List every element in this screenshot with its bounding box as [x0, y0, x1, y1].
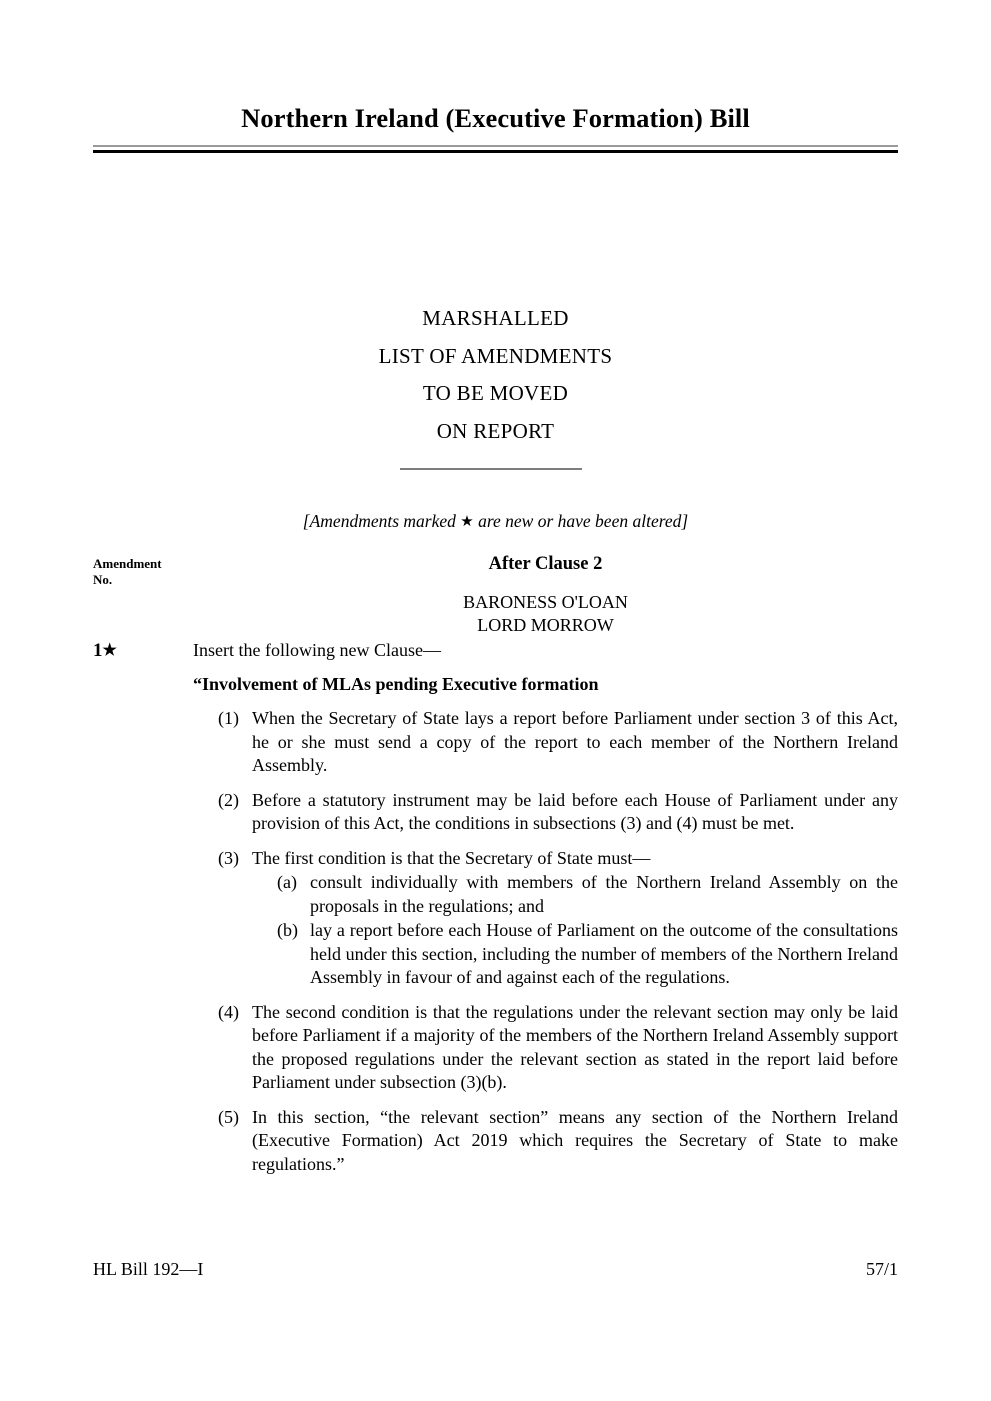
amendment-label-line-1: Amendment — [93, 556, 162, 571]
paragraph-text: lay a report before each House of Parliament on the outcome of the consultations held under this section, including the number of members of the Northern Ireland Assembly in favour of and against each of the regulations. — [310, 920, 898, 987]
heading-line-3: TO BE MOVED — [422, 381, 569, 405]
mover-name-2: LORD MORROW — [477, 615, 614, 635]
amendment-number-value: 1 — [93, 640, 103, 661]
marshalled-list-heading — [93, 300, 898, 450]
new-clause-title: “Involvement of MLAs pending Executive formation — [193, 674, 599, 694]
subsection — [193, 707, 898, 778]
subsection-marker: (4) — [218, 1001, 239, 1022]
heading-separator-rule — [400, 468, 582, 470]
subsection — [193, 1106, 898, 1177]
subsection-text: When the Secretary of State lays a report before Parliament under section 3 of this Act, he or she must send a copy of the report to each member of the Northern Ireland Assembly. — [252, 708, 898, 775]
heading-line-2: LIST OF AMENDMENTS — [378, 343, 613, 368]
page-title: Northern Ireland (Executive Formation) Bill — [241, 103, 750, 133]
subsection-marker: (1) — [218, 708, 239, 728]
subsection-text: In this section, “the relevant section” means any section of the Northern Ireland (Executive Formation) Act 2019 which requires the Secretary of State to make regulations.” — [252, 1106, 898, 1174]
amendment-body — [193, 638, 898, 1176]
heading-line-1: MARSHALLED — [422, 306, 569, 330]
subsection-text: The first condition is that the Secretary of State must— — [252, 847, 651, 868]
star-icon: ★ — [460, 514, 474, 530]
divider-thick-line — [93, 150, 898, 153]
subsection — [193, 1001, 898, 1095]
paragraph-text: consult individually with members of the Northern Ireland Assembly on the proposals in the regulations; and — [310, 872, 898, 916]
amendment-number — [93, 640, 117, 662]
heading-line-4: ON REPORT — [436, 418, 555, 443]
paragraph — [193, 871, 898, 918]
star-note-suffix: are new or have been altered] — [473, 511, 689, 531]
clause-heading: After Clause 2 — [488, 554, 603, 574]
paragraph — [193, 919, 898, 990]
subsection-text: Before a statutory instrument may be laid before each House of Parliament under any provision of this Act, the conditions in subsections (3) and (4) must be met. — [252, 789, 898, 833]
footer-page-number: 57/1 — [865, 1259, 898, 1279]
paragraph-marker: (b) — [277, 920, 298, 940]
footer-bill-number: HL Bill 192—I — [93, 1259, 204, 1279]
insert-instruction: Insert the following new Clause— — [193, 640, 441, 660]
star-note-prefix: [Amendments marked — [302, 511, 461, 531]
paragraph-marker: (a) — [277, 872, 297, 892]
subsection — [193, 789, 898, 836]
amendment-label-line-2: No. — [93, 571, 113, 587]
movers-list — [193, 591, 898, 637]
subsection-marker: (2) — [218, 789, 239, 810]
title-divider — [93, 145, 898, 153]
subsection-text: The second condition is that the regulations under the relevant section may only be laid before Parliament if a majority of the members of the Northern Ireland Assembly support the proposed regulations under the relevant section as stated in the report laid before Parliament under subsection (3)(b). — [252, 1001, 898, 1092]
amendment-star-icon: ★ — [102, 642, 117, 659]
subsection — [193, 847, 898, 871]
subsection-marker: (3) — [218, 847, 239, 868]
star-legend-note — [93, 511, 898, 532]
subsection-marker: (5) — [218, 1106, 239, 1127]
mover-name-1: BARONESS O'LOAN — [463, 592, 628, 612]
